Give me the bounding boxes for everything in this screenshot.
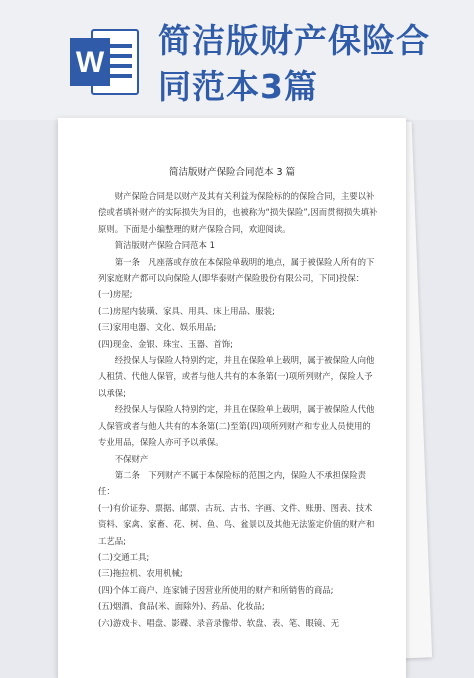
title-line-1: 简洁版财产保险合 — [158, 21, 430, 60]
paragraph: (三)拖拉机、农用机械; — [98, 568, 183, 579]
paragraph: (二)交通工具; — [98, 551, 150, 562]
word-icon — [70, 24, 140, 100]
paragraph: (六)游戏卡、唱盘、影碟、录音录像带、软盘、表、笔、眼镜、无 — [98, 617, 340, 628]
paragraph: 不保财产 — [114, 453, 149, 464]
paragraph: (四)个体工商户、连家铺子因营业所使用的财产和所销售的商品; — [98, 584, 334, 595]
svg-text:W: W — [75, 46, 105, 79]
paragraph: (四)现金、金银、珠宝、玉器、首饰; — [98, 338, 233, 349]
paragraph: (五)烟酒、食品(米、面除外)、药品、化妆品; — [98, 601, 265, 612]
document-title: 简洁版财产保险合同范本 3 篇 — [168, 167, 296, 178]
paragraph: 经投保人与保险人特别约定，并且在保险单上载明，属于被保险人向他人租赁、代他人保管，或者与他人共有的本条第(一)项所列财产，保险人予以承保; — [98, 355, 375, 398]
paragraph: (一)有价证券、票据、邮票、古玩、古书、字画、文件、账册、图表、技术资料、家禽、家畜、花、树、鱼、鸟、盆景以及其他无法鉴定价值的财产和工艺品; — [98, 502, 375, 546]
paragraph: 经投保人与保险人特别约定，并且在保险单上载明，属于被保险人代他人保管或者与他人共有的本条第(二)至第(四)项所列财产和专业人员使用的专业用品，保险人亦可予以承保。 — [98, 404, 375, 448]
paragraph: 第一条 凡座落或存放在本保险单载明的地点，属于被保险人所有的下列家庭财产都可以向保险人(即华泰财产保险股份有限公司，下同)投保： — [98, 256, 375, 284]
document-body — [98, 188, 378, 631]
paragraph: 财产保险合同是以财产及其有关利益为保险标的的保险合同，主要以补偿或者填补财产的实际损失为目的，也被称为“损失保险”,因而贯彻损失填补原则。下面是小编整理的财产保险合同，欢迎阅读。 — [98, 191, 378, 234]
paragraph: (二)房屋内装璜、家具、用具、床上用品、服装; — [98, 305, 275, 316]
paragraph: 第二条 下列财产不属于本保险标的范围之内，保险人不承担保险责任： — [98, 469, 367, 497]
document-page — [58, 118, 406, 678]
page-title — [158, 18, 468, 110]
paragraph: (三)家用电器、文化、娱乐用品; — [98, 322, 217, 333]
banner — [0, 0, 474, 120]
title-line-2: 同范本3篇 — [158, 67, 318, 106]
paragraph: 简洁版财产保险合同范本 1 — [114, 240, 215, 251]
paragraph: (一)房屋; — [98, 289, 133, 300]
